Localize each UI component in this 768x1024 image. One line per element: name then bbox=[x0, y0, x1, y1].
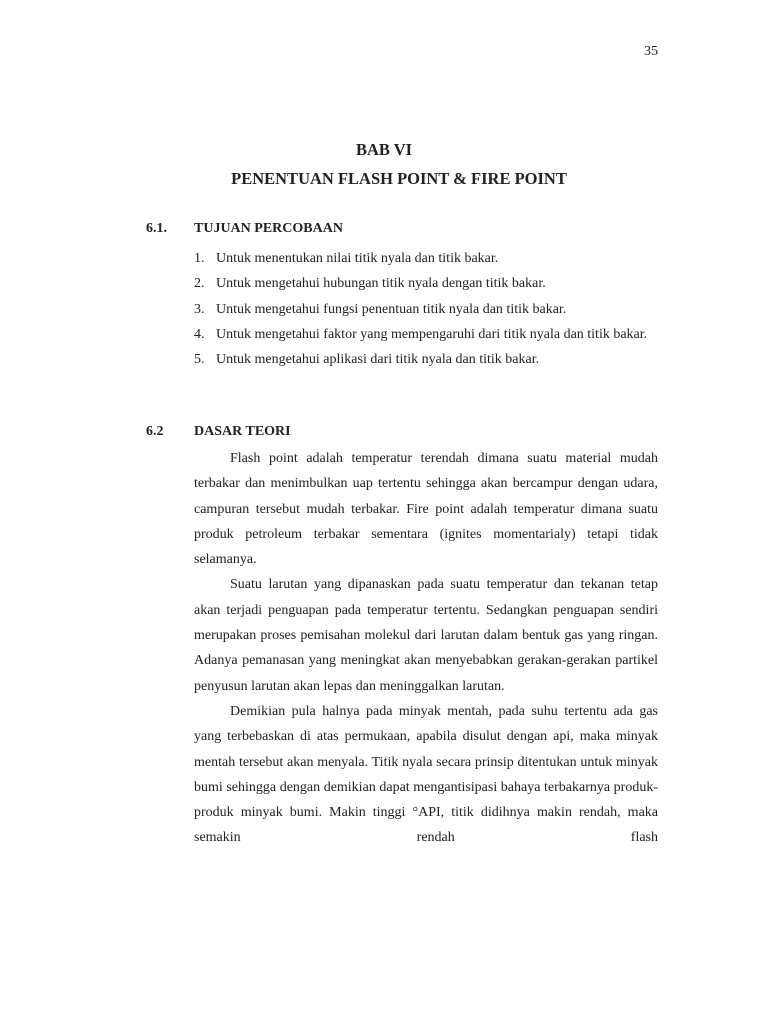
list-item bbox=[194, 271, 658, 296]
paragraph: Demikian pula halnya pada minyak mentah, pada suhu tertentu ada gas yang terbebaskan di atas permukaan, apabila disulut dengan api, maka minyak mentah tersebut akan menyala. Titik nyala secara prinsip ditentukan untuk minyak bumi sehingga dengan demikian dapat mengantisipasi bahaya terbakarnya produk-produk minyak bumi. Makin tinggi °API, titik didihnya makin rendah, maka semakin rendah flash bbox=[194, 703, 658, 846]
section-heading-theory bbox=[146, 424, 291, 440]
list-item-text: Untuk mengetahui fungsi penentuan titik nyala dan titik bakar. bbox=[216, 301, 567, 317]
theory-body bbox=[194, 446, 658, 851]
section-title: DASAR TEORI bbox=[194, 424, 291, 439]
section-number: 6.2 bbox=[146, 424, 164, 439]
list-item bbox=[194, 347, 658, 372]
list-item bbox=[194, 297, 658, 322]
list-item-number: 3. bbox=[194, 301, 205, 317]
list-item-number: 5. bbox=[194, 352, 205, 368]
section-number: 6.1. bbox=[146, 221, 167, 236]
section-heading-objectives bbox=[146, 221, 343, 237]
list-item-number: 1. bbox=[194, 251, 205, 266]
list-item-number: 2. bbox=[194, 276, 205, 292]
section-title: TUJUAN PERCOBAAN bbox=[194, 221, 343, 236]
list-item-text: Untuk mengetahui faktor yang mempengaruhi dari titik nyala dan titik bakar. bbox=[216, 326, 648, 342]
chapter-subtitle: PENENTUAN FLASH POINT & FIRE POINT bbox=[231, 169, 567, 188]
list-item-number: 4. bbox=[194, 326, 205, 342]
page-number: 35 bbox=[644, 44, 658, 59]
objectives-list bbox=[194, 246, 658, 372]
paragraph: Suatu larutan yang dipanaskan pada suatu temperatur dan tekanan tetap akan terjadi penguapan pada temperatur tertentu. Sedangkan penguapan sendiri merupakan proses pemisahan molekul dari larutan dalam bentuk gas yang ringan. Adanya pemanasan yang meningkat akan menyebabkan gerakan-gerakan partikel penyusun larutan akan lepas dan meninggalkan larutan. bbox=[194, 577, 658, 694]
list-item bbox=[194, 246, 658, 271]
list-item-text: Untuk mengetahui hubungan titik nyala dengan titik bakar. bbox=[216, 276, 546, 292]
list-item bbox=[194, 322, 658, 347]
paragraph: Flash point adalah temperatur terendah dimana suatu material mudah terbakar dan menimbulkan uap tertentu sehingga akan bercampur dengan udara, campuran tersebut mudah terbakar. Fire point adalah temperatur dimana suatu produk petroleum terbakar sementara (ignites momentarialy) tetapi tidak selamanya. bbox=[194, 451, 658, 568]
list-item-text: Untuk menentukan nilai titik nyala dan titik bakar. bbox=[216, 251, 499, 266]
chapter-title: BAB VI bbox=[355, 140, 413, 159]
list-item-text: Untuk mengetahui aplikasi dari titik nyala dan titik bakar. bbox=[216, 352, 540, 368]
